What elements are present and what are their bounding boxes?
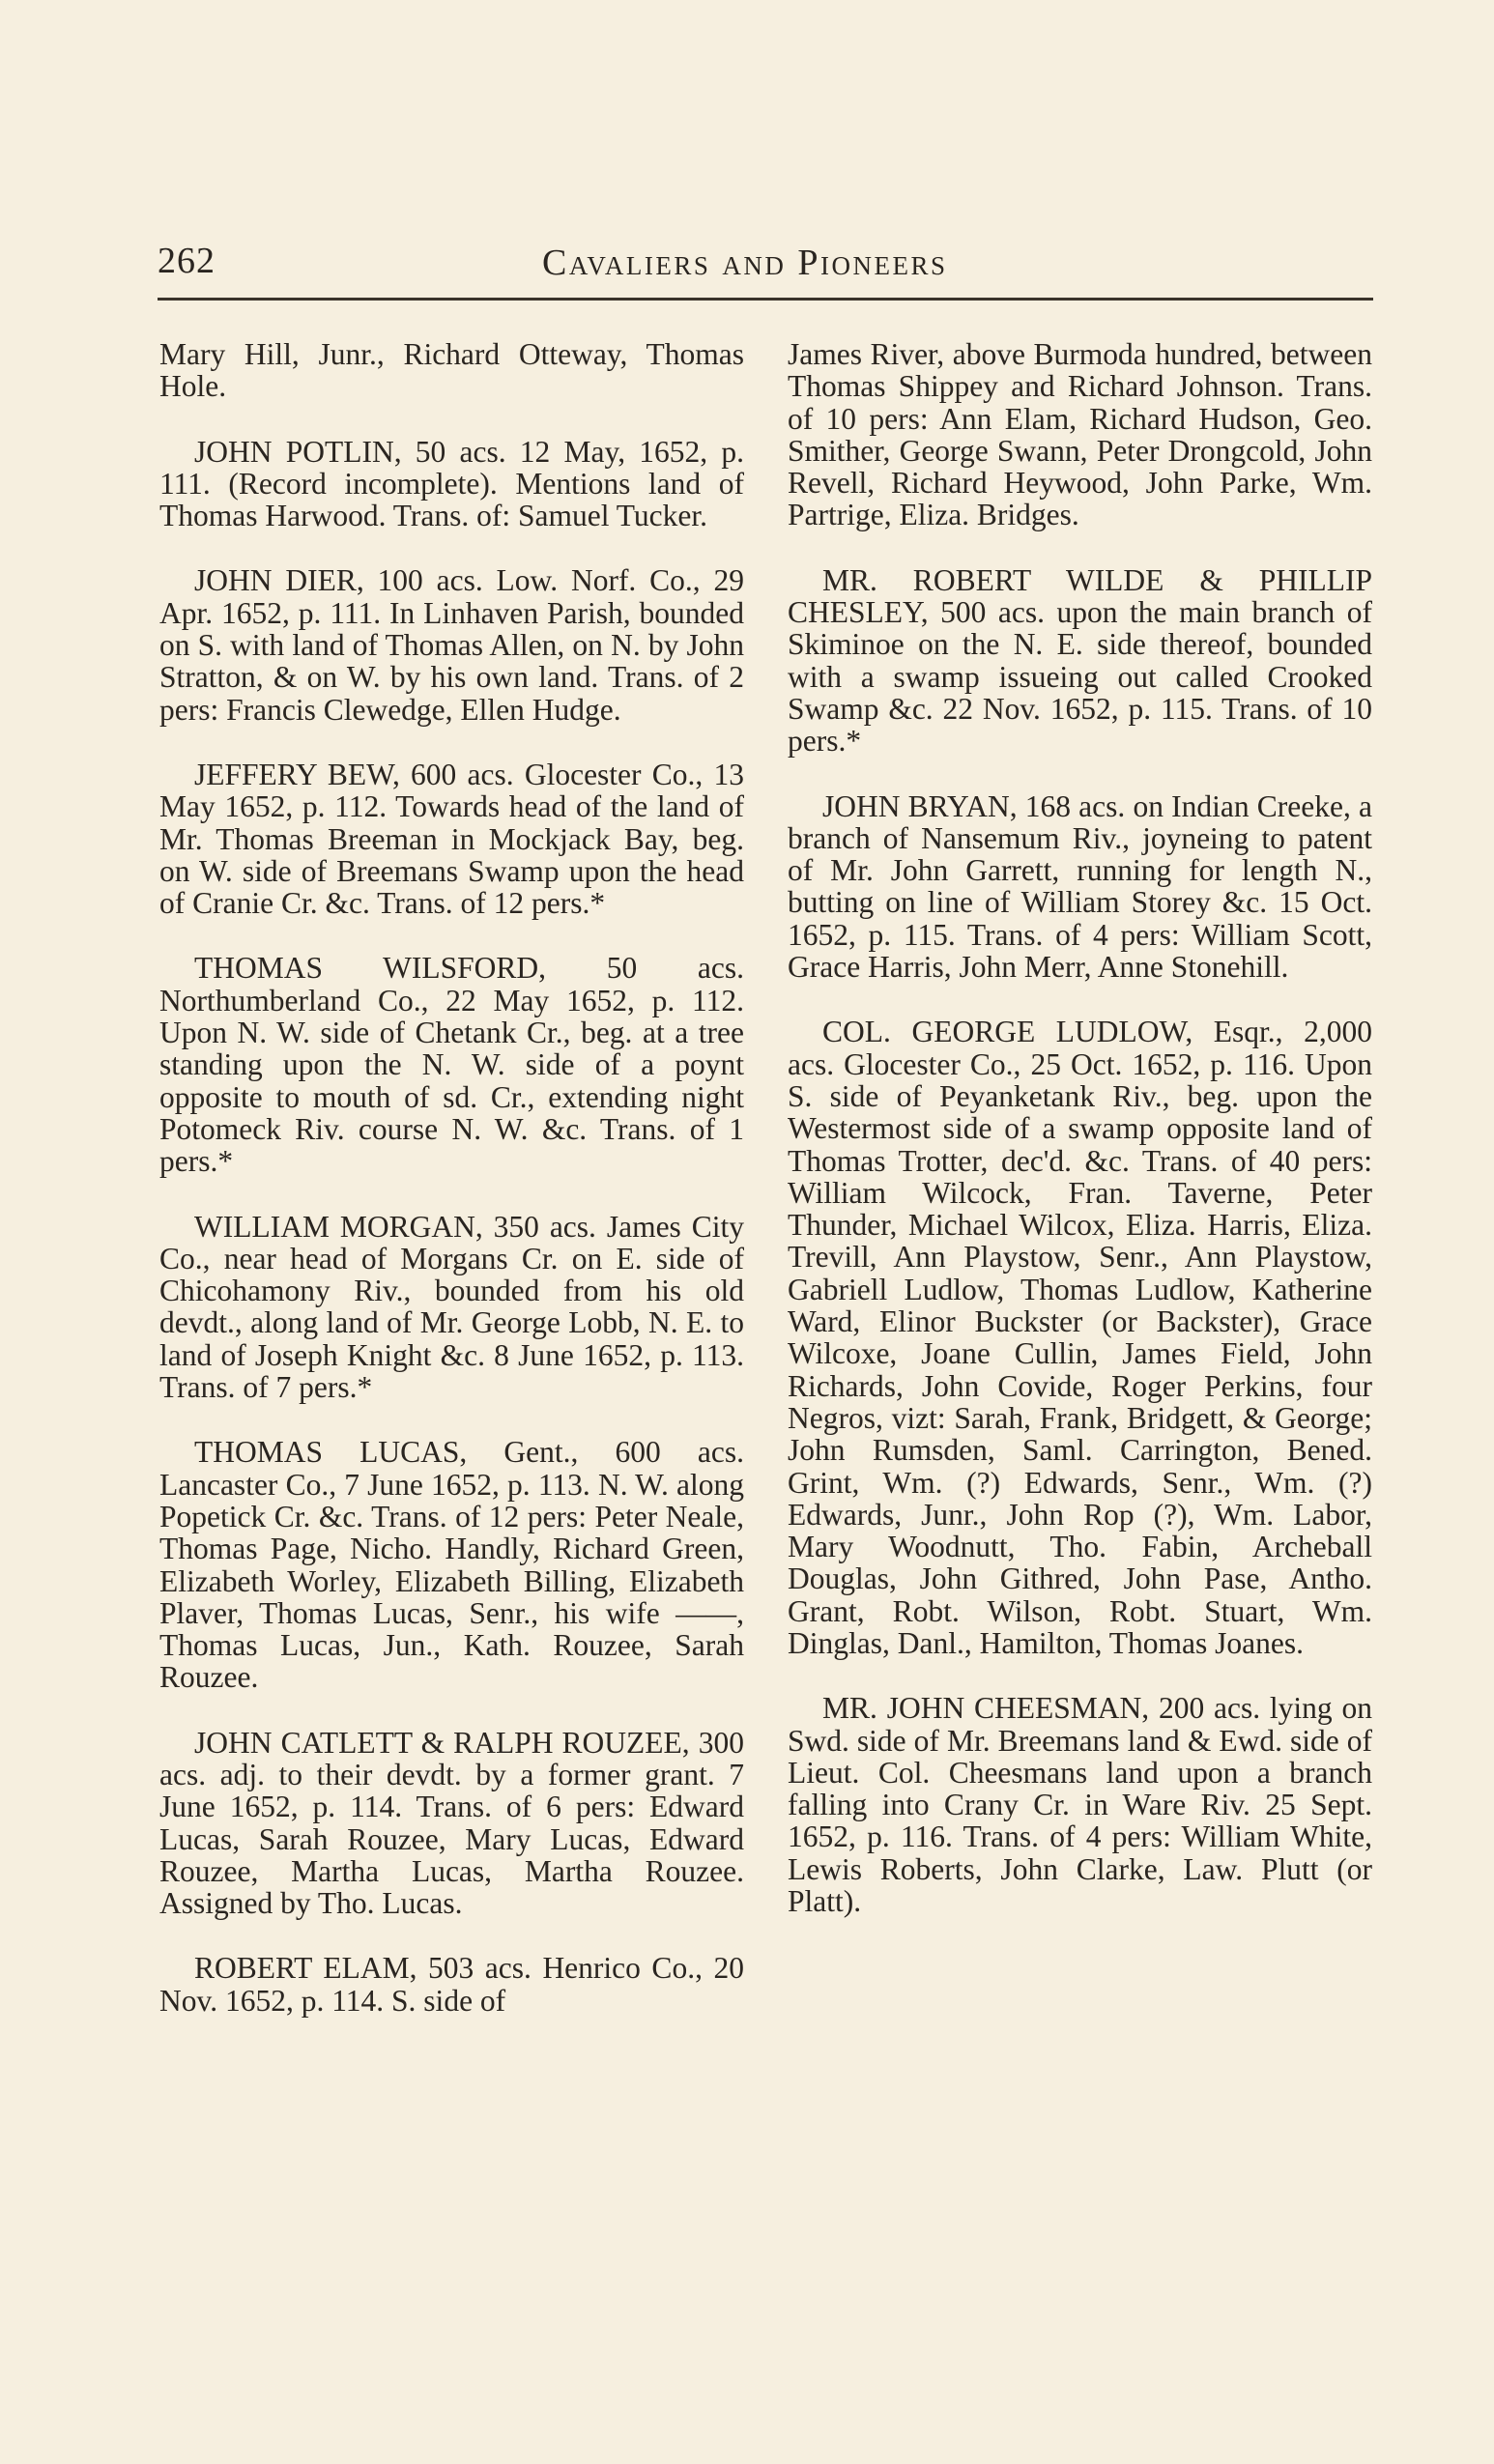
page-number: 262: [158, 241, 215, 281]
entry-paragraph: COL. GEORGE LUDLOW, Esqr., 2,000 acs. Glocester Co., 25 Oct. 1652, p. 116. Upon S. side of Peyanketank Riv., beg. upon the Westermost side of a swamp opposite land of Thomas Trotter, dec'd. &c. Trans. of 40 pers: William Wilcock, Fran. Taverne, Peter Thunder, Michael Wilcox, Eliza. Harris, Eliza. Trevill, Ann Playstow, Senr., Ann Playstow, Gabriell Ludlow, Thomas Ludlow, Katherine Ward, Elinor Buckster (or Backster), Grace Wilcoxe, Joane Cullin, James Field, John Richards, John Covide, Roger Perkins, four Negros, vizt: Sarah, Frank, Bridgett, & George; John Rumsden, Saml. Carrington, Bened. Grint, Wm. (?) Edwards, Senr., Wm. (?) Edwards, Junr., John Rop (?), Wm. Labor, Mary Woodnutt, Tho. Fabin, Archeball Douglas, John Githred, John Pase, Antho. Grant, Robt. Wilson, Robt. Stuart, Wm. Dinglas, Danl., Hamilton, Thomas Joanes.: [788, 1015, 1372, 1660]
entry-paragraph: JOHN DIER, 100 acs. Low. Norf. Co., 29 Apr. 1652, p. 111. In Linhaven Parish, bounded on S. with land of Thomas Allen, on N. by John Stratton, & on W. by his own land. Trans. of 2 pers: Francis Clewedge, Ellen Hudge.: [159, 563, 744, 727]
entry-paragraph: JOHN POTLIN, 50 acs. 12 May, 1652, p. 111. (Record incomplete). Mentions land of Thomas Harwood. Trans. of: Samuel Tucker.: [159, 434, 744, 533]
entry-paragraph: James River, above Burmoda hundred, between Thomas Shippey and Richard Johnson. Trans. of 10 pers: Ann Elam, Richard Hudson, Geo. Smither, George Swann, Peter Drongcold, John Revell, Richard Heywood, John Parke, Wm. Partrige, Eliza. Bridges.: [788, 337, 1372, 532]
entry-paragraph: THOMAS LUCAS, Gent., 600 acs. Lancaster Co., 7 June 1652, p. 113. N. W. along Popetick Cr. &c. Trans. of 12 pers: Peter Neale, Thomas Page, Nicho. Handly, Richard Green, Elizabeth Worley, Elizabeth Billing, Elizabeth Plaver, Thomas Lucas, Senr., his wife ——, Thomas Lucas, Jun., Kath. Rouzee, Sarah Rouzee.: [159, 1435, 744, 1695]
entry-paragraph: THOMAS WILSFORD, 50 acs. Northumberland Co., 22 May 1652, p. 112. Upon N. W. side of Chetank Cr., beg. at a tree standing upon the N. W. side of a poynt opposite to mouth of sd. Cr., extending night Potomeck Riv. course N. W. &c. Trans. of 1 pers.*: [159, 951, 744, 1179]
entry-paragraph: MR. ROBERT WILDE & PHILLIP CHESLEY, 500 acs. upon the main branch of Skiminoe on the N. E. side thereof, bounded with a swamp issueing out called Crooked Swamp &c. 22 Nov. 1652, p. 115. Trans. of 10 pers.*: [788, 562, 1372, 759]
entry-paragraph: JOHN CATLETT & RALPH ROUZEE, 300 acs. adj. to their devdt. by a former grant. 7 June 1652, p. 114. Trans. of 6 pers: Edward Lucas, Sarah Rouzee, Mary Lucas, Edward Rouzee, Martha Lucas, Martha Rouzee. Assigned by Tho. Lucas.: [159, 1725, 744, 1921]
running-title: Cavaliers and Pioneers: [542, 243, 948, 283]
entry-paragraph: JEFFERY BEW, 600 acs. Glocester Co., 13 May 1652, p. 112. Towards head of the land of Mr. Thomas Breeman in Mockjack Bay, beg. on W. side of Breemans Swamp upon the head of Cranie Cr. &c. Trans. of 12 pers.*: [159, 757, 744, 921]
entry-paragraph: ROBERT ELAM, 503 acs. Henrico Co., 20 Nov. 1652, p. 114. S. side of: [159, 1951, 744, 2018]
header-rule: [158, 298, 1373, 301]
entry-paragraph: Mary Hill, Junr., Richard Otteway, Thomas Hole.: [159, 337, 744, 404]
entry-paragraph: WILLIAM MORGAN, 350 acs. James City Co., near head of Morgans Cr. on E. side of Chicohamony Riv., bounded from his old devdt., along land of Mr. George Lobb, N. E. to land of Joseph Knight &c. 8 June 1652, p. 113. Trans. of 7 pers.*: [159, 1209, 744, 1405]
page-header: [158, 228, 1373, 300]
entry-paragraph: MR. JOHN CHEESMAN, 200 acs. lying on Swd. side of Mr. Breemans land & Ewd. side of Lieut. Col. Cheesmans land upon a branch falling into Crany Cr. in Ware Riv. 25 Sept. 1652, p. 116. Trans. of 4 pers: William White, Lewis Roberts, John Clarke, Law. Plutt (or Platt).: [788, 1691, 1372, 1919]
entry-paragraph: JOHN BRYAN, 168 acs. on Indian Creeke, a branch of Nansemum Riv., joyneing to patent of Mr. John Garrett, running for length N., butting on line of William Storey &c. 15 Oct. 1652, p. 115. Trans. of 4 pers: William Scott, Grace Harris, John Merr, Anne Stonehill.: [788, 788, 1372, 985]
right-column: [788, 338, 1372, 1917]
left-column: [159, 338, 744, 2017]
